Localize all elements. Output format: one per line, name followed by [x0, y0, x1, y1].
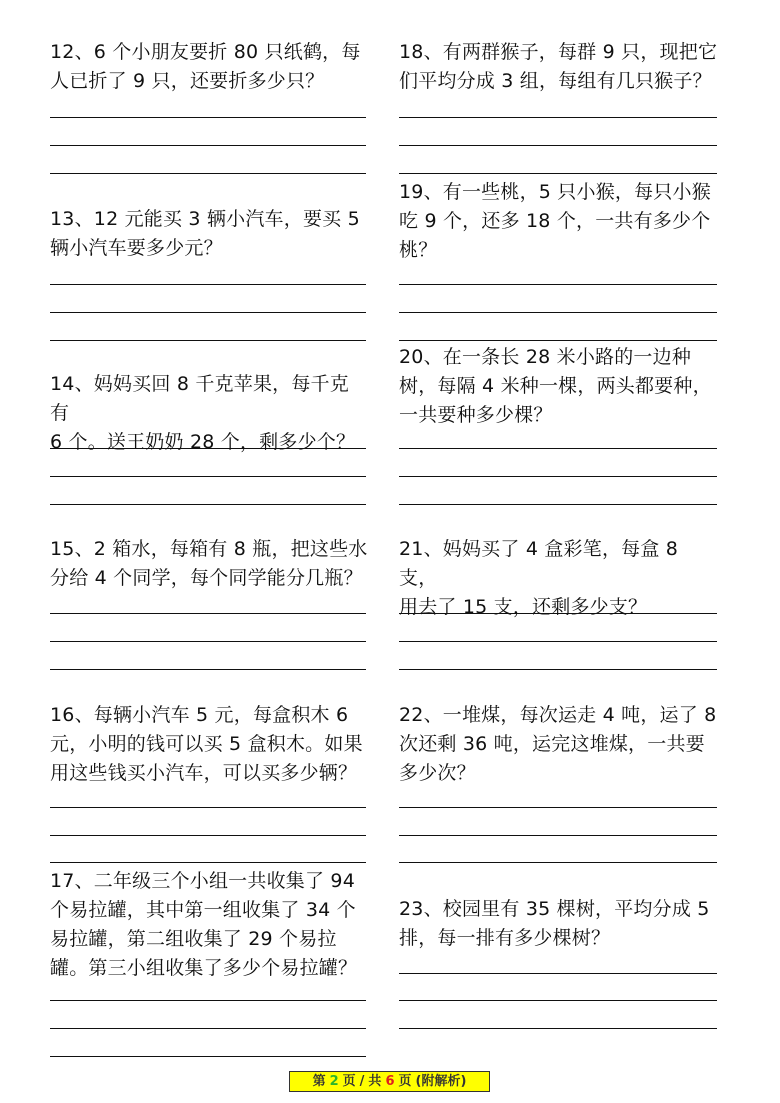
answer-line[interactable]	[50, 340, 366, 341]
answer-line[interactable]	[399, 504, 717, 505]
answer-line[interactable]	[399, 284, 717, 285]
question-16	[50, 701, 368, 788]
answer-line[interactable]	[50, 1000, 366, 1001]
question-line: 次还剩 36 吨，运完这堆煤，一共要	[399, 733, 705, 755]
answer-line[interactable]	[399, 145, 717, 146]
question-line: 17、二年级三个小组一共收集了 94	[50, 870, 355, 892]
answer-line[interactable]	[50, 669, 366, 670]
page-word: 页	[342, 1074, 356, 1089]
question-line: 辆小汽车要多少元？	[50, 237, 223, 259]
question-line: 罐。第三小组收集了多少个易拉罐？	[50, 957, 358, 979]
answer-line[interactable]	[50, 641, 366, 642]
answer-line[interactable]	[399, 173, 717, 174]
page-indicator	[289, 1071, 490, 1092]
question-line: 13、12 元能买 3 辆小汽车，要买 5	[50, 208, 360, 230]
question-line: 分给 4 个同学，每个同学能分几瓶？	[50, 567, 363, 589]
question-line: 元，小明的钱可以买 5 盒积木。如果	[50, 733, 363, 755]
answer-key-note: (附解析)	[415, 1074, 467, 1089]
answer-line[interactable]	[399, 117, 717, 118]
question-13	[50, 205, 368, 263]
question-line: 易拉罐，第二组收集了 29 个易拉	[50, 928, 337, 950]
question-line: 18、有两群猴子，每群 9 只，现把它	[399, 41, 718, 63]
answer-line[interactable]	[50, 117, 366, 118]
answer-line[interactable]	[399, 613, 717, 614]
question-line: 吃 9 个，还多 18 个，一共有多少个	[399, 210, 711, 232]
question-line: 19、有一些桃，5 只小猴，每只小猴	[399, 181, 711, 203]
question-21	[399, 535, 719, 622]
question-line: 排，每一排有多少棵树？	[399, 927, 611, 949]
question-line: 桃？	[399, 239, 438, 261]
answer-line[interactable]	[50, 448, 366, 449]
current-page-number: 2	[329, 1074, 339, 1089]
answer-line[interactable]	[399, 669, 717, 670]
question-line: 用去了 15 支，还剩多少支？	[399, 596, 648, 618]
question-line: 20、在一条长 28 米小路的一边种	[399, 346, 692, 368]
question-18	[399, 38, 719, 96]
answer-line[interactable]	[50, 312, 366, 313]
question-line: 人已折了 9 只，还要折多少只？	[50, 70, 325, 92]
question-line: 树，每隔 4 米种一棵，两头都要种，	[399, 375, 712, 397]
answer-line[interactable]	[50, 1028, 366, 1029]
question-22	[399, 701, 719, 788]
question-line: 多少次？	[399, 762, 476, 784]
answer-line[interactable]	[50, 504, 366, 505]
page-separator: /	[359, 1074, 365, 1089]
answer-line[interactable]	[399, 807, 717, 808]
question-line: 一共要种多少棵？	[399, 404, 553, 426]
question-23	[399, 895, 719, 953]
question-line: 用这些钱买小汽车，可以买多少辆？	[50, 762, 358, 784]
question-line: 15、2 箱水，每箱有 8 瓶，把这些水	[50, 538, 368, 560]
answer-line[interactable]	[399, 641, 717, 642]
answer-line[interactable]	[399, 1000, 717, 1001]
answer-line[interactable]	[50, 613, 366, 614]
answer-line[interactable]	[50, 145, 366, 146]
answer-line[interactable]	[399, 973, 717, 974]
page-prefix: 第	[312, 1074, 326, 1089]
answer-line[interactable]	[50, 1056, 366, 1057]
answer-line[interactable]	[50, 862, 366, 863]
answer-line[interactable]	[50, 835, 366, 836]
answer-line[interactable]	[50, 476, 366, 477]
answer-line[interactable]	[399, 448, 717, 449]
question-line: 个易拉罐，其中第一组收集了 34 个	[50, 899, 356, 921]
answer-line[interactable]	[399, 1028, 717, 1029]
question-15	[50, 535, 368, 593]
question-19	[399, 178, 719, 265]
question-line: 6 个。送王奶奶 28 个，剩多少个？	[50, 431, 356, 453]
answer-line[interactable]	[399, 862, 717, 863]
question-line: 12、6 个小朋友要折 80 只纸鹤，每	[50, 41, 361, 63]
question-17	[50, 867, 368, 983]
question-line: 23、校园里有 35 棵树，平均分成 5	[399, 898, 710, 920]
question-line: 14、妈妈买回 8 千克苹果，每千克有	[50, 373, 349, 424]
question-line: 22、一堆煤，每次运走 4 吨，运了 8	[399, 704, 717, 726]
answer-line[interactable]	[399, 476, 717, 477]
answer-line[interactable]	[50, 807, 366, 808]
answer-line[interactable]	[50, 173, 366, 174]
question-12	[50, 38, 368, 96]
total-pages-number: 6	[385, 1074, 395, 1089]
question-20	[399, 343, 719, 430]
total-suffix: 页	[398, 1074, 412, 1089]
question-14	[50, 370, 368, 457]
question-line: 们平均分成 3 组，每组有几只猴子？	[399, 70, 712, 92]
answer-line[interactable]	[399, 835, 717, 836]
question-line: 16、每辆小汽车 5 元，每盒积木 6	[50, 704, 349, 726]
answer-line[interactable]	[50, 284, 366, 285]
question-line: 21、妈妈买了 4 盒彩笔，每盒 8 支，	[399, 538, 679, 589]
answer-line[interactable]	[399, 312, 717, 313]
total-prefix: 共	[368, 1074, 382, 1089]
answer-line[interactable]	[399, 340, 717, 341]
